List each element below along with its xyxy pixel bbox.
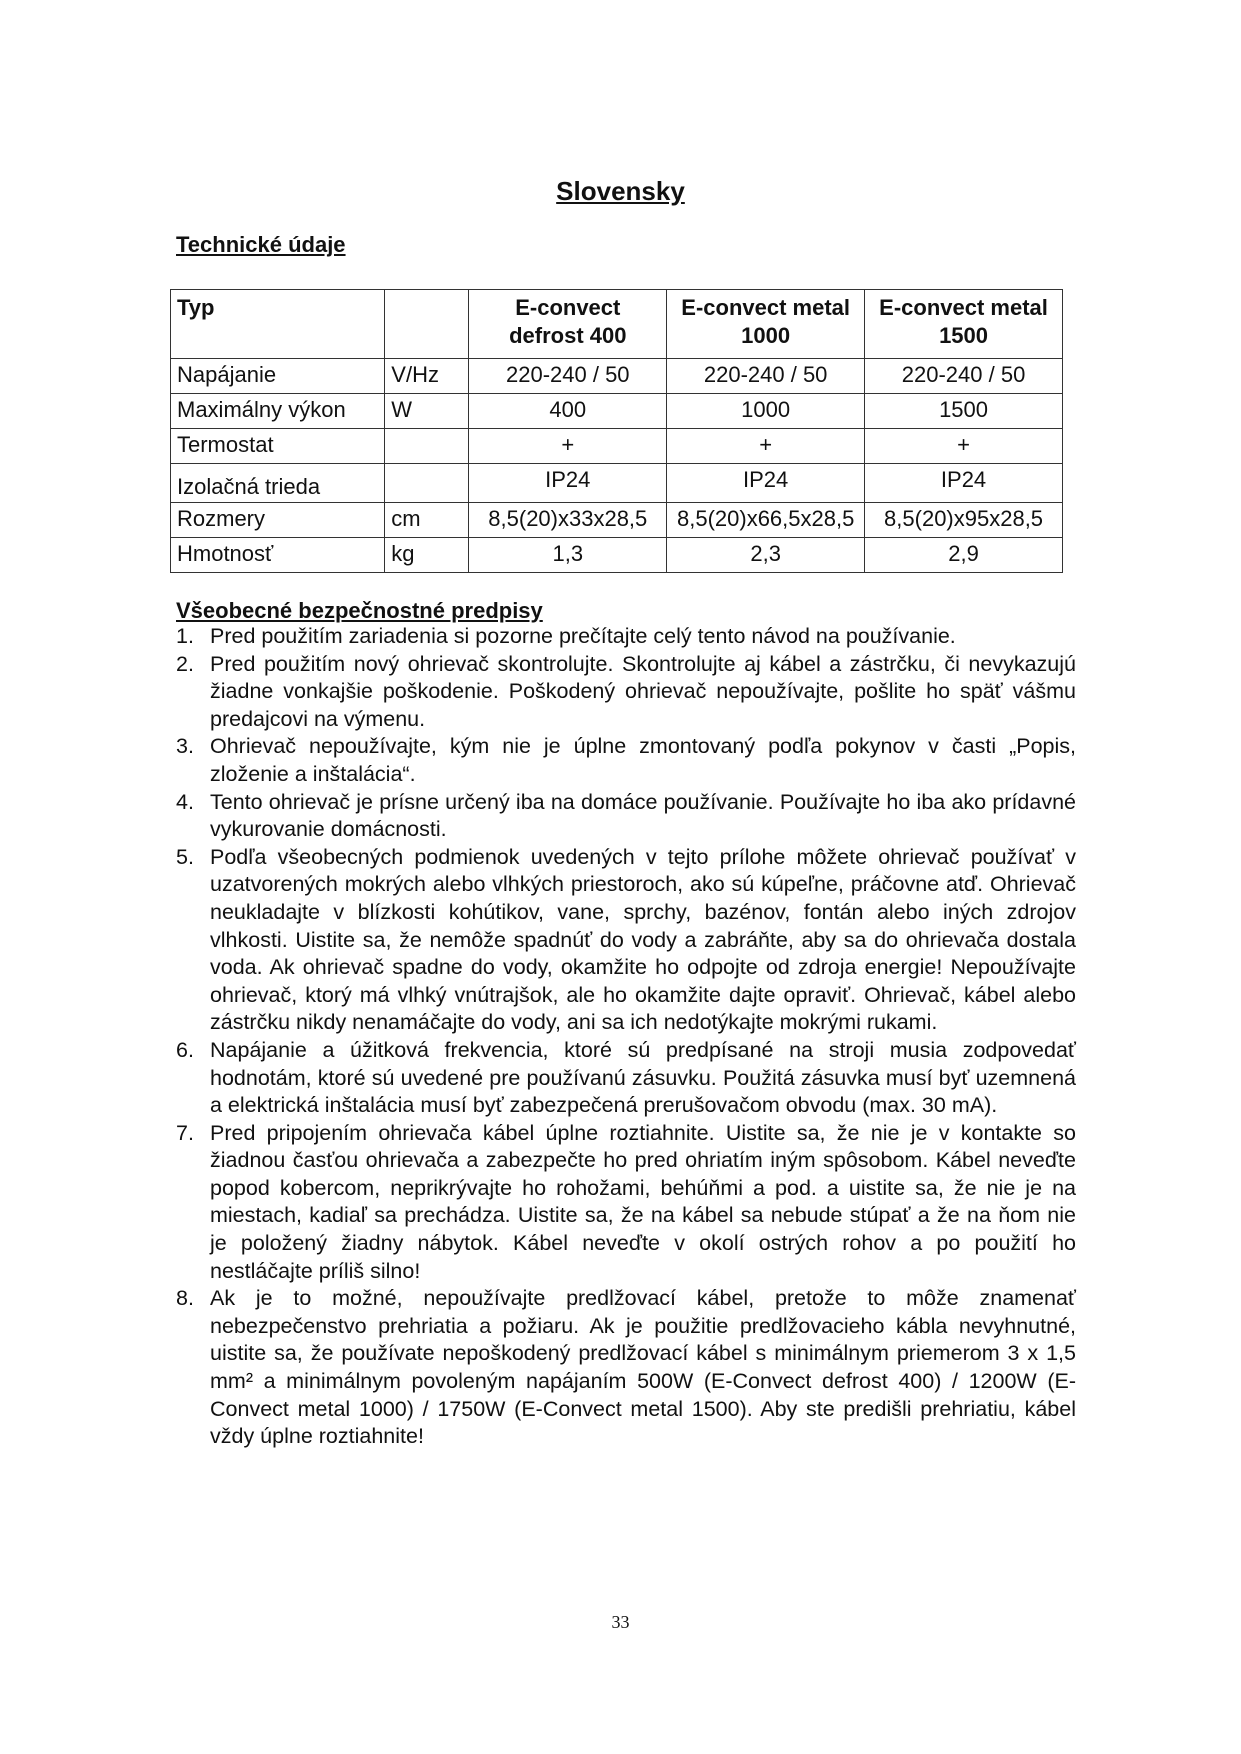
row-unit: [385, 429, 469, 464]
list-item: [176, 1037, 1076, 1120]
list-item-text: Pred pripojením ohrievača kábel úplne roztiahnite. Uistite sa, že nie je v kontakte so žiadnou časťou ohrievača a zabezpečte ho pred ohriatím iným spôsobom. Kábel neveďte popod kobercom, neprikrývajte ho rohožami, behúňmi a pod. a uistite sa, že nie je na miestach, kadiaľ sa prechádza. Uistite sa, že na kábel sa nebude stúpať a že na ňom nie je položený žiadny nábytok. Kábel neveďte v okolí ostrých rohov a po použití ho nestláčajte príliš silno!: [210, 1120, 1076, 1283]
list-item-number: 2.: [176, 651, 194, 676]
list-item-text: Napájanie a úžitková frekvencia, ktoré sú predpísané na stroji musia zodpovedať hodnotám, ktoré sú uvedené pre používanú zásuvku. Použitá zásuvka musí byť uzemnená a elektrická inštalácia musí byť zabezpečená prerušovačom obvodu (max. 30 mA).: [210, 1037, 1076, 1118]
row-unit: [385, 464, 469, 503]
row-value-model-3: IP24: [865, 464, 1063, 503]
row-value-model-3: 220-240 / 50: [865, 359, 1063, 394]
table-row: [171, 503, 1063, 538]
list-item: [176, 789, 1076, 844]
row-label: Termostat: [171, 429, 385, 464]
header-model-3: E-convect metal 1500: [865, 290, 1063, 359]
list-item: [176, 1120, 1076, 1286]
row-value-model-1: 8,5(20)x33x28,5: [469, 503, 667, 538]
list-item-number: 7.: [176, 1120, 194, 1145]
table-header-row: [171, 290, 1063, 359]
table-row: [171, 394, 1063, 429]
row-value-model-3: 2,9: [865, 538, 1063, 573]
safety-rules-heading: Všeobecné bezpečnostné predpisy: [176, 598, 543, 623]
row-value-model-2: 1000: [667, 394, 865, 429]
list-item-number: 8.: [176, 1286, 194, 1311]
list-item-text: Ak je to možné, nepoužívajte predlžovací kábel, pretože to môže znamenať nebezpečenstvo prehriatia a požiaru. Ak je použitie predlžovacieho kábla nevyhnutné, uistite sa, že používate nepoškodený predlžovací kábel s minimálnym priemerom 3 x 1,5 mm² a minimálnym povoleným napájaním 500W (E-Convect defrost 400) / 1200W (E-Convect metal 1000) / 1750W (E-Convect metal 1500). Aby ste predišli prehriatiu, kábel vždy úplne roztiahnite!: [210, 1286, 1076, 1449]
list-item-text: Pred použitím zariadenia si pozorne prečítajte celý tento návod na používanie.: [210, 624, 956, 648]
row-value-model-3: 1500: [865, 394, 1063, 429]
list-item-number: 6.: [176, 1037, 194, 1062]
row-unit: kg: [385, 538, 469, 573]
list-item-number: 1.: [176, 624, 194, 648]
list-item-number: 3.: [176, 734, 194, 759]
list-item: [176, 1285, 1076, 1451]
header-model-1: E-convect defrost 400: [469, 290, 667, 359]
row-value-model-2: 8,5(20)x66,5x28,5: [667, 503, 865, 538]
header-model-2: E-convect metal 1000: [667, 290, 865, 359]
row-value-model-1: 1,3: [469, 538, 667, 573]
list-item: [176, 651, 1076, 734]
row-value-model-3: 8,5(20)x95x28,5: [865, 503, 1063, 538]
page-title: Slovensky: [556, 176, 685, 206]
specifications-table: [170, 289, 1063, 573]
row-unit: W: [385, 394, 469, 429]
row-value-model-2: IP24: [667, 464, 865, 503]
list-item-text: Pred použitím nový ohrievač skontrolujte. Skontrolujte aj kábel a zástrčku, či nevykazujú žiadne vonkajšie poškodenie. Poškodený ohrievač nepoužívajte, pošlite ho späť vášmu predajcovi na výmenu.: [210, 651, 1076, 731]
row-label: Rozmery: [171, 503, 385, 538]
technical-data-heading: Technické údaje: [176, 232, 346, 257]
row-label: Hmotnosť: [171, 538, 385, 573]
page-number: 33: [611, 1612, 630, 1632]
row-value-model-2: 220-240 / 50: [667, 359, 865, 394]
header-type: Typ: [171, 290, 385, 359]
row-label: Maximálny výkon: [171, 394, 385, 429]
row-label: Napájanie: [171, 359, 385, 394]
list-item-text: Tento ohrievač je prísne určený iba na domáce používanie. Používajte ho iba ako prídavné vykurovanie domácnosti.: [210, 789, 1076, 842]
row-value-model-1: IP24: [469, 464, 667, 503]
row-value-model-1: +: [469, 429, 667, 464]
list-item-number: 5.: [176, 844, 194, 869]
row-label: Izolačná trieda: [171, 464, 385, 503]
row-unit: V/Hz: [385, 359, 469, 394]
list-item-text: Ohrievač nepoužívajte, kým nie je úplne zmontovaný podľa pokynov v časti „Popis, zloženie a inštalácia“.: [210, 734, 1076, 786]
header-unit: [385, 290, 469, 359]
table-row: [171, 429, 1063, 464]
list-item: [176, 733, 1076, 788]
row-value-model-2: +: [667, 429, 865, 464]
table-row: [171, 359, 1063, 394]
row-value-model-1: 220-240 / 50: [469, 359, 667, 394]
row-unit: cm: [385, 503, 469, 538]
list-item: [176, 623, 1076, 651]
table-row: [171, 538, 1063, 573]
safety-rules-list: [176, 623, 1076, 1451]
list-item-text: Podľa všeobecných podmienok uvedených v tejto prílohe môžete ohrievač používať v uzatvorených mokrých alebo vlhkých priestoroch, ako sú kúpeľne, práčovne atď. Ohrievač neukladajte v blízkosti kohútikov, vane, sprchy, bazénov, fontán alebo iných zdrojov vlhkosti. Uistite sa, že nemôže spadnúť do vody a zabráňte, aby sa do ohrievača dostala voda. Ak ohrievač spadne do vody, okamžite ho odpojte od zdroja energie! Nepoužívajte ohrievač, ktorý má vlhký vnútrajšok, ale ho okamžite dajte opraviť. Ohrievač, kábel alebo zástrčku nikdy nenamáčajte do vody, ani sa ich nedotýkajte mokrými rukami.: [210, 844, 1076, 1035]
list-item: [176, 844, 1076, 1037]
row-value-model-2: 2,3: [667, 538, 865, 573]
row-value-model-1: 400: [469, 394, 667, 429]
list-item-number: 4.: [176, 789, 194, 814]
table-row: [171, 464, 1063, 503]
row-value-model-3: +: [865, 429, 1063, 464]
